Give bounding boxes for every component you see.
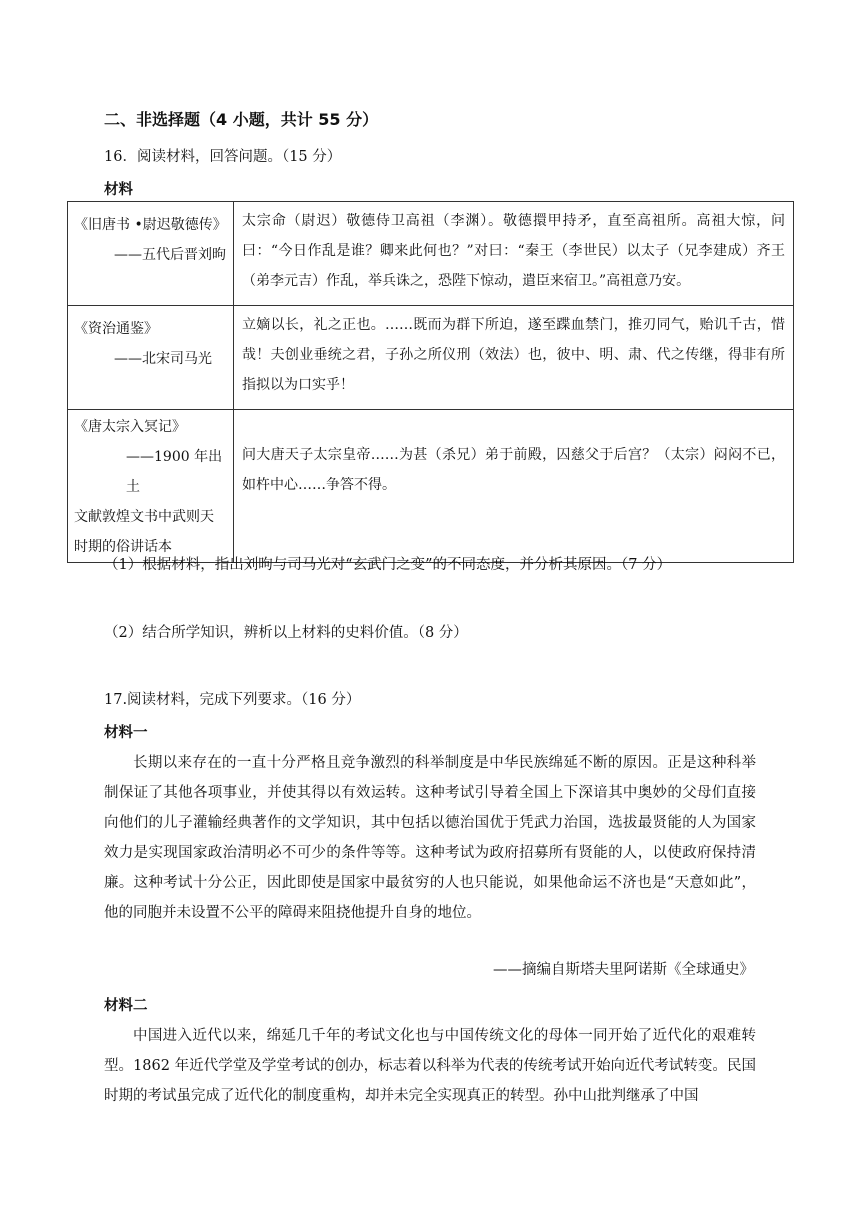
source-author: ——五代后晋刘昫 [114,247,226,263]
source-title: 《资治通鉴》 [74,321,158,337]
q17-material2-text: 中国进入近代以来，绵延几千年的考试文化也与中国传统文化的母体一同开始了近代化的艰难转型。1862 年近代学堂及学堂考试的创办，标志着以科举为代表的传统考试开始向近代考试转变。民国时期的考试虽完成了近代化的制度重构，却并未完全实现真正的转型。孙中山批判继承了中国 [104,1028,756,1104]
q17-material2-label: 材料二 [104,998,148,1014]
q16-material-label: 材料 [104,182,133,198]
source-author: ——1900 年出土 [126,449,223,495]
material-text: 太宗命（尉迟）敬德侍卫高祖（李渊）。敬德擐甲持矛，直至高祖所。高祖大惊，问曰：“今日作乱是谁？卿来此何也？”对曰：“秦王（李世民）以太子（兄李建成）齐王（弟李元吉）作乱，举兵诛之，恐陛下惊动，遣臣来宿卫。”高祖意乃安。 [234,202,794,306]
source-cell [68,306,234,410]
question-16-stem: 16．阅读材料，回答问题。（15 分） [104,149,342,165]
q16-subquestion-2: （2）结合所学知识，辨析以上材料的史料价值。（8 分） [104,625,468,641]
source-cell [68,410,234,563]
material-text: 问大唐天子太宗皇帝……为甚（杀兄）弟于前殿，囚慈父于后宫？（太宗）闷闷不已，如杵中心……争答不得。 [234,410,794,563]
section-title: 二、非选择题（4 小题，共计 55 分） [104,110,379,129]
source-title: 《旧唐书 •尉迟敬德传》 [74,217,227,233]
table-row [68,410,794,563]
q17-material1-citation: ——摘编自斯塔夫里阿诺斯《全球通史》 [493,962,754,978]
q17-material1-text: 长期以来存在的一直十分严格且竞争激烈的科举制度是中华民族绵延不断的原因。正是这种科举制保证了其他各项事业，并使其得以有效运转。这种考试引导着全国上下深谙其中奥妙的父母们直接向他们的儿子灌输经典著作的文学知识，其中包括以德治国优于凭武力治国，选拔最贤能的人为国家效力是实现国家政治清明必不可少的条件等等。这种考试为政府招募所有贤能的人，以使政府保持清廉。这种考试十分公正，因此即使是国家中最贫穷的人也只能说，如果他命运不济也是“天意如此”，他的同胞并未设置不公平的障碍来阻挠他提升自身的地位。 [104,755,756,921]
source-note: 时期的俗讲话本 [74,539,172,555]
table-row [68,306,794,410]
source-author: ——北宋司马光 [114,351,212,367]
q16-material-table [67,201,794,563]
table-row [68,202,794,306]
source-note: 文献敦煌文书中武则天 [74,509,214,525]
material-text: 立嫡以长，礼之正也。……既而为群下所迫，遂至蹀血禁门，推刃同气，贻讥千古，惜哉！夫创业垂统之君，子孙之所仪刑（效法）也，彼中、明、肃、代之传继，得非有所指拟以为口实乎！ [234,306,794,410]
question-17-stem: 17.阅读材料，完成下列要求。（16 分） [104,692,361,708]
source-cell [68,202,234,306]
q17-material1-label: 材料一 [104,725,148,741]
source-title: 《唐太宗入冥记》 [74,419,186,435]
q16-subquestion-1: （1）根据材料，指出刘昫与司马光对“玄武门之变”的不同态度，并分析其原因。（7 分） [104,557,672,573]
